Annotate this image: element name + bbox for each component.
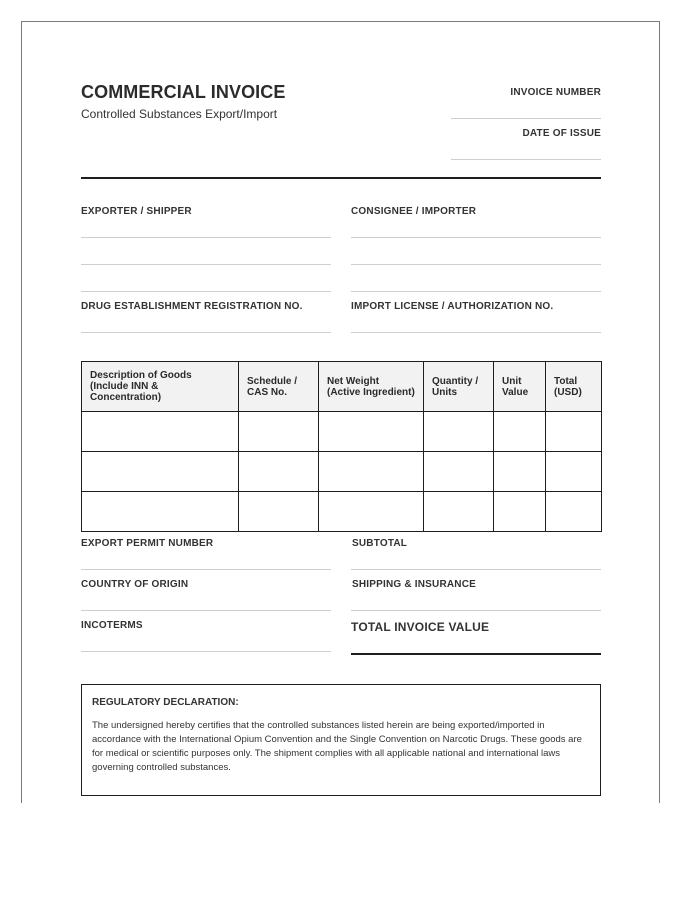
col-header-schedule: Schedule / CAS No. [239, 362, 319, 412]
col-header-quantity: Quantity / Units [424, 362, 494, 412]
table-cell[interactable] [319, 452, 424, 492]
import-license-label: IMPORT LICENSE / AUTHORIZATION NO. [351, 301, 554, 312]
regulatory-declaration-box [81, 684, 601, 796]
table-cell[interactable] [546, 492, 602, 532]
shipping-insurance-field[interactable] [351, 610, 601, 611]
consignee-field-line-1[interactable] [351, 237, 601, 238]
table-cell[interactable] [319, 412, 424, 452]
subtotal-label: SUBTOTAL [352, 538, 408, 549]
col-header-total: Total (USD) [546, 362, 602, 412]
table-row [82, 412, 602, 452]
incoterms-field[interactable] [81, 651, 331, 652]
table-cell[interactable] [239, 492, 319, 532]
shipping-insurance-label: SHIPPING & INSURANCE [352, 579, 477, 590]
declaration-text: The undersigned hereby certifies that the controlled substances listed herein are being exported/imported in accordance with the International Opium Convention and the Single Convention on Narcotic Drugs. These goods are for medical or scientific purposes only. The shipment complies with all applicable national and international laws governing controlled substances. [92, 720, 582, 773]
table-cell[interactable] [424, 492, 494, 532]
date-of-issue-field[interactable] [451, 159, 601, 160]
table-row [82, 492, 602, 532]
total-invoice-value-field[interactable] [351, 653, 601, 655]
page-title: COMMERCIAL INVOICE [81, 82, 286, 102]
col-header-description: Description of Goods (Include INN & Concentration) [82, 362, 239, 412]
col-header-net-weight: Net Weight (Active Ingredient) [319, 362, 424, 412]
export-permit-label: EXPORT PERMIT NUMBER [81, 538, 214, 549]
goods-table [81, 361, 602, 532]
consignee-field-line-2[interactable] [351, 264, 601, 265]
consignee-field-line-3[interactable] [351, 291, 601, 292]
drug-registration-field[interactable] [81, 332, 331, 333]
export-permit-field[interactable] [81, 569, 331, 570]
total-invoice-value-label: TOTAL INVOICE VALUE [351, 620, 490, 634]
table-cell[interactable] [494, 412, 546, 452]
exporter-field-line-3[interactable] [81, 291, 331, 292]
table-cell[interactable] [546, 412, 602, 452]
table-cell[interactable] [239, 412, 319, 452]
header-divider [81, 177, 601, 179]
incoterms-label: INCOTERMS [81, 620, 143, 631]
import-license-field[interactable] [351, 332, 601, 333]
table-cell[interactable] [82, 492, 239, 532]
col-header-unit-value: Unit Value [494, 362, 546, 412]
table-cell[interactable] [319, 492, 424, 532]
page-subtitle: Controlled Substances Export/Import [81, 107, 278, 121]
invoice-number-label: INVOICE NUMBER [510, 87, 601, 98]
exporter-label: EXPORTER / SHIPPER [81, 206, 192, 217]
table-cell[interactable] [494, 452, 546, 492]
invoice-number-field[interactable] [451, 118, 601, 119]
consignee-label: CONSIGNEE / IMPORTER [351, 206, 477, 217]
table-cell[interactable] [546, 452, 602, 492]
table-row [82, 452, 602, 492]
drug-registration-label: DRUG ESTABLISHMENT REGISTRATION NO. [81, 301, 303, 312]
date-of-issue-label: DATE OF ISSUE [522, 128, 601, 139]
exporter-field-line-2[interactable] [81, 264, 331, 265]
table-cell[interactable] [424, 412, 494, 452]
exporter-field-line-1[interactable] [81, 237, 331, 238]
table-cell[interactable] [424, 452, 494, 492]
table-cell[interactable] [239, 452, 319, 492]
subtotal-field[interactable] [351, 569, 601, 570]
country-of-origin-field[interactable] [81, 610, 331, 611]
country-of-origin-label: COUNTRY OF ORIGIN [81, 579, 189, 590]
table-cell[interactable] [82, 412, 239, 452]
goods-table-header [82, 362, 602, 412]
table-cell[interactable] [82, 452, 239, 492]
table-cell[interactable] [494, 492, 546, 532]
declaration-title: REGULATORY DECLARATION: [92, 697, 239, 708]
